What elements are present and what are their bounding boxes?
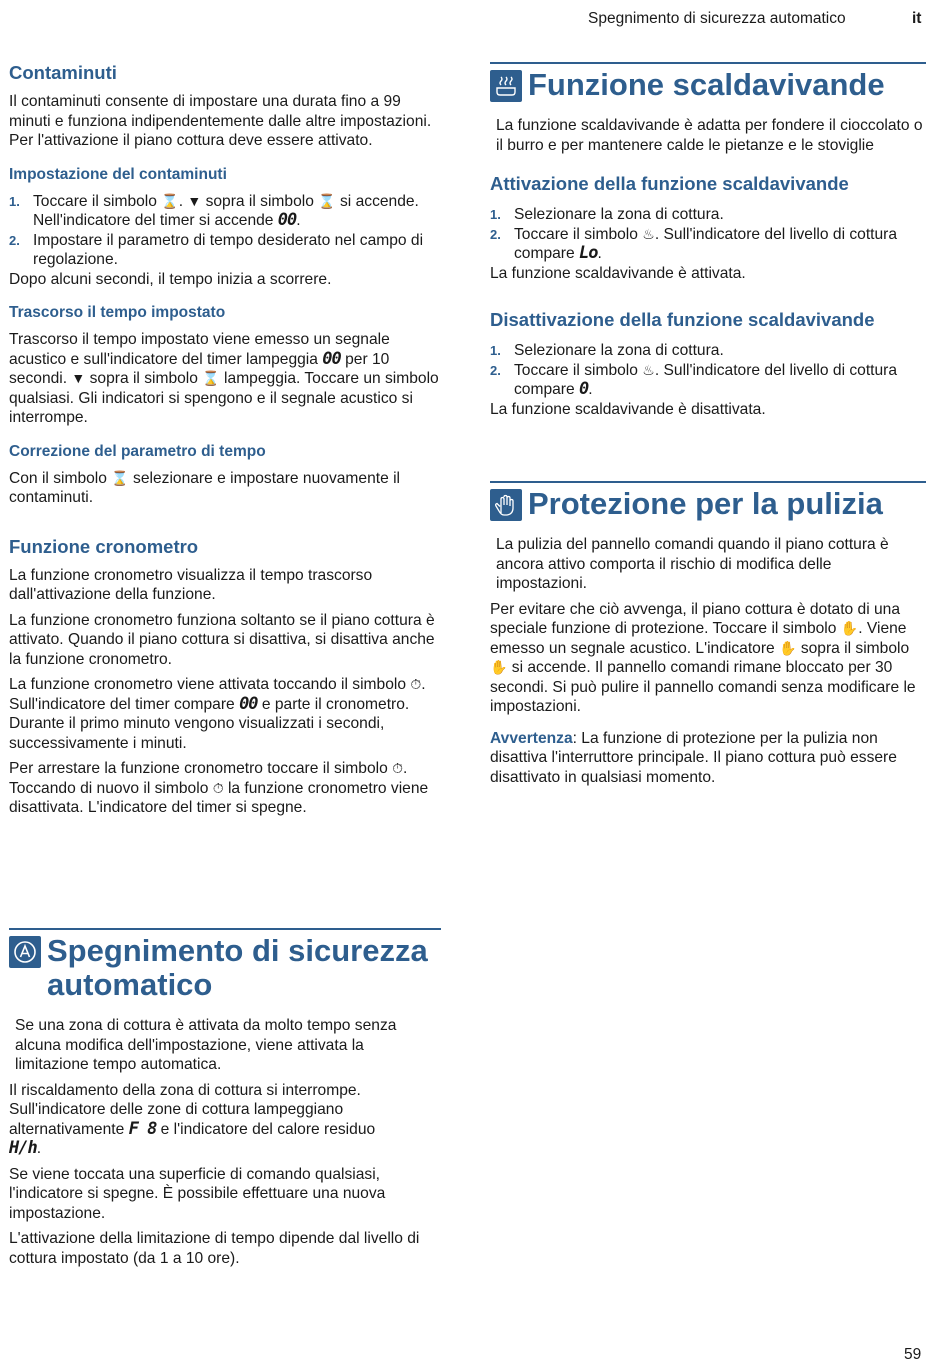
language-code: it: [912, 10, 922, 27]
timer-display-code: 00: [239, 693, 258, 714]
hand-icon: [490, 489, 522, 521]
running-header: Spegnimento di sicurezza automatico: [588, 10, 846, 27]
step-number: 1.: [9, 193, 20, 209]
text-span: e parte il cronometro. Durante il primo minuto vengono visualizzati i secondi, successivamente i minuti.: [9, 695, 410, 752]
section-header-scaldavivande: [490, 62, 926, 102]
scaldavivande-intro: La funzione scaldavivande è adatta per fondere il cioccolato o il burro e per mantenere calde le pietanze e le stoviglie: [496, 117, 923, 154]
step-text: Toccare il simbolo: [514, 225, 643, 243]
subsection-title-trascorso: Trascorso il tempo impostato: [9, 304, 226, 321]
list-item: [490, 361, 926, 400]
page-number: 59: [904, 1346, 922, 1363]
text-span: Per arrestare la funzione cronometro toccare il simbolo: [9, 760, 393, 777]
title-line: automatico: [47, 967, 213, 1002]
section-title: Funzione scaldavivande: [528, 67, 885, 102]
text-span: . Sull'indicatore del timer compare: [9, 676, 426, 713]
step-text: Impostare il parametro di tempo desiderato nel campo di regolazione.: [33, 231, 424, 268]
text-span: Il riscaldamento della zona di cottura si interrompe. Sull'indicatore delle zone di cottura lampeggiano alternativamente: [9, 1081, 361, 1138]
subsection-title-disattivazione: Disattivazione della funzione scaldavivande: [490, 309, 875, 330]
step-text: sopra il simbolo: [201, 192, 319, 210]
section-title: [47, 930, 441, 1002]
spegnimento-p4: L'attivazione della limitazione di tempo dipende dal livello di cottura impostato (da 1 a 10 ore).: [9, 1230, 420, 1267]
list-item: [9, 192, 441, 231]
triangle-down-icon: ▼: [187, 192, 202, 209]
step-number: 2.: [9, 232, 20, 248]
step-text: Selezionare la zona di cottura.: [514, 342, 724, 359]
note-text: : La funzione di protezione per la pulizia non disattiva l'interruttore principale. Il piano cottura può essere disattivato in qualsiasi momento.: [490, 729, 897, 786]
step-text: .: [178, 192, 188, 210]
attivazione-after: La funzione scaldavivande è attivata.: [490, 264, 746, 282]
hand-icon: ✋: [490, 659, 508, 675]
right-column: [490, 62, 926, 793]
triangle-down-icon: ▼: [71, 370, 86, 386]
section-header-pulizia: [490, 481, 926, 521]
left-column: [9, 62, 441, 824]
contaminuti-intro: Il contaminuti consente di impostare una durata fino a 99 minuti e funziona indipendentemente dalle altre impostazioni. Per l'attivazione il piano cottura deve essere attivato.: [9, 93, 432, 149]
note-label: Avvertenza: [490, 729, 573, 747]
spegnimento-p2: [9, 1081, 441, 1159]
section-title-contaminuti: Contaminuti: [9, 62, 117, 83]
title-line: Spegnimento di sicurezza: [47, 933, 428, 968]
pulizia-p2: [490, 600, 926, 717]
hand-icon: ✋: [779, 639, 797, 656]
cronometro-p4: [9, 759, 441, 818]
attivazione-steps: [490, 205, 926, 264]
section-header-spegnimento: [9, 928, 441, 1002]
list-item: [9, 231, 441, 270]
text-span: La funzione cronometro viene attivata toccando il simbolo: [9, 676, 411, 693]
step-number: 2.: [490, 226, 501, 242]
auto-off-icon: [9, 936, 41, 968]
step-text: .: [588, 381, 593, 398]
spegnimento-p1: Se una zona di cottura è attivata da molto tempo senza alcuna modifica dell'impostazione, viene attivata la limitazione tempo automatica.: [15, 1017, 397, 1073]
hourglass-icon: ⌛: [318, 192, 336, 209]
step-text: .: [597, 245, 602, 262]
text-span: sopra il simbolo: [796, 639, 910, 657]
text-span: e l'indicatore del calore residuo: [156, 1120, 376, 1138]
cronometro-p1: La funzione cronometro visualizza il tempo trascorso dall'attivazione della funzione.: [9, 566, 373, 603]
step-number: 1.: [490, 207, 501, 222]
section-title-cronometro: Funzione cronometro: [9, 535, 199, 557]
step-text: Selezionare la zona di cottura.: [514, 206, 724, 223]
hourglass-icon: ⌛: [202, 370, 220, 386]
text-span: per 10 secondi.: [9, 350, 390, 387]
list-item: [490, 225, 926, 264]
stopwatch-icon: ⏱: [410, 676, 422, 692]
text-span: . Toccando di nuovo il simbolo: [9, 760, 408, 797]
after-steps-text: Dopo alcuni secondi, il tempo inizia a scorrere.: [9, 270, 332, 288]
stopwatch-icon: ⏱: [392, 760, 404, 776]
hourglass-icon: ⌛: [111, 469, 129, 486]
step-text: Toccare il simbolo: [514, 361, 643, 379]
stopwatch-icon: ⏱: [212, 779, 224, 796]
timer-display-code: 00: [322, 348, 341, 369]
bottom-section: [9, 928, 441, 1274]
subsection-title-attivazione: Attivazione della funzione scaldavivande: [490, 173, 849, 194]
step-text: .: [296, 212, 301, 229]
text-span: .: [36, 1140, 42, 1157]
cronometro-p3: [9, 675, 441, 753]
pulizia-note: [490, 729, 926, 788]
step-text: si accende. Nell'indicatore del timer si accende: [33, 192, 419, 229]
step-number: 2.: [490, 362, 501, 378]
disattivazione-after: La funzione scaldavivande è disattivata.: [490, 400, 766, 418]
section-title: Protezione per la pulizia: [528, 486, 883, 521]
keep-warm-icon: ♨: [642, 361, 655, 378]
list-item: [490, 205, 926, 225]
hand-icon: ✋: [840, 620, 859, 636]
text-span: lampeggia. Toccare un simbolo qualsiasi. Gli indicatori si spengono e il segnale acustico si interrompe.: [9, 370, 439, 426]
text-span: Per evitare che ciò avvenga, il piano cottura è dotato di una speciale funzione di protezione. Toccare il simbolo: [490, 600, 901, 637]
impostazione-steps: [9, 192, 441, 270]
hourglass-icon: ⌛: [161, 192, 179, 209]
correzione-text: [9, 469, 441, 508]
text-span: sopra il simbolo: [85, 370, 203, 387]
trascorso-text: [9, 330, 441, 428]
text-span: . Viene emesso un segnale acustico. L'indicatore: [490, 620, 907, 657]
disattivazione-steps: [490, 341, 926, 400]
subsection-title-impostazione: Impostazione del contaminuti: [9, 165, 227, 183]
spegnimento-p3: Se viene toccata una superficie di comando qualsiasi, l'indicatore si spegne. È possibile effettuare una nuova impostazione.: [9, 1165, 386, 1222]
error-display-code: F 8: [128, 1118, 157, 1139]
text-span: Con il simbolo: [9, 469, 112, 487]
level-display-code: 0: [579, 379, 589, 399]
timer-display-code: 00: [277, 210, 297, 230]
text-span: si accende. Il pannello comandi rimane bloccato per 30 secondi. Si può pulire il pannello comandi senza modificare le impostazioni.: [490, 659, 916, 715]
cronometro-p2: La funzione cronometro funziona soltanto se il piano cottura è attivato. Quando il piano cottura si disattiva, si disattiva anche la funzione cronometro.: [9, 611, 435, 668]
list-item: [490, 341, 926, 361]
level-display-code: Lo: [579, 243, 598, 263]
text-span: selezionare e impostare nuovamente il contaminuti.: [9, 469, 401, 506]
residual-heat-display-code: H/h: [9, 1138, 37, 1158]
subsection-title-correzione: Correzione del parametro di tempo: [9, 442, 266, 460]
step-number: 1.: [490, 343, 501, 358]
keep-warm-icon: ♨: [642, 225, 655, 242]
text-span: la funzione cronometro viene disattivata. L'indicatore del timer si spegne.: [9, 779, 429, 816]
pulizia-intro: La pulizia del pannello comandi quando il piano cottura è ancora attivo comporta il rischio di modifica delle impostazioni.: [496, 536, 889, 592]
step-text: Toccare il simbolo: [33, 192, 162, 210]
keep-warm-icon: [490, 70, 522, 102]
text-span: Trascorso il tempo impostato viene emesso un segnale acustico e sull'indicatore del timer lampeggia: [9, 331, 390, 368]
step-text: . Sull'indicatore del livello di cottura compare: [514, 225, 898, 262]
step-text: . Sull'indicatore del livello di cottura compare: [514, 361, 898, 398]
